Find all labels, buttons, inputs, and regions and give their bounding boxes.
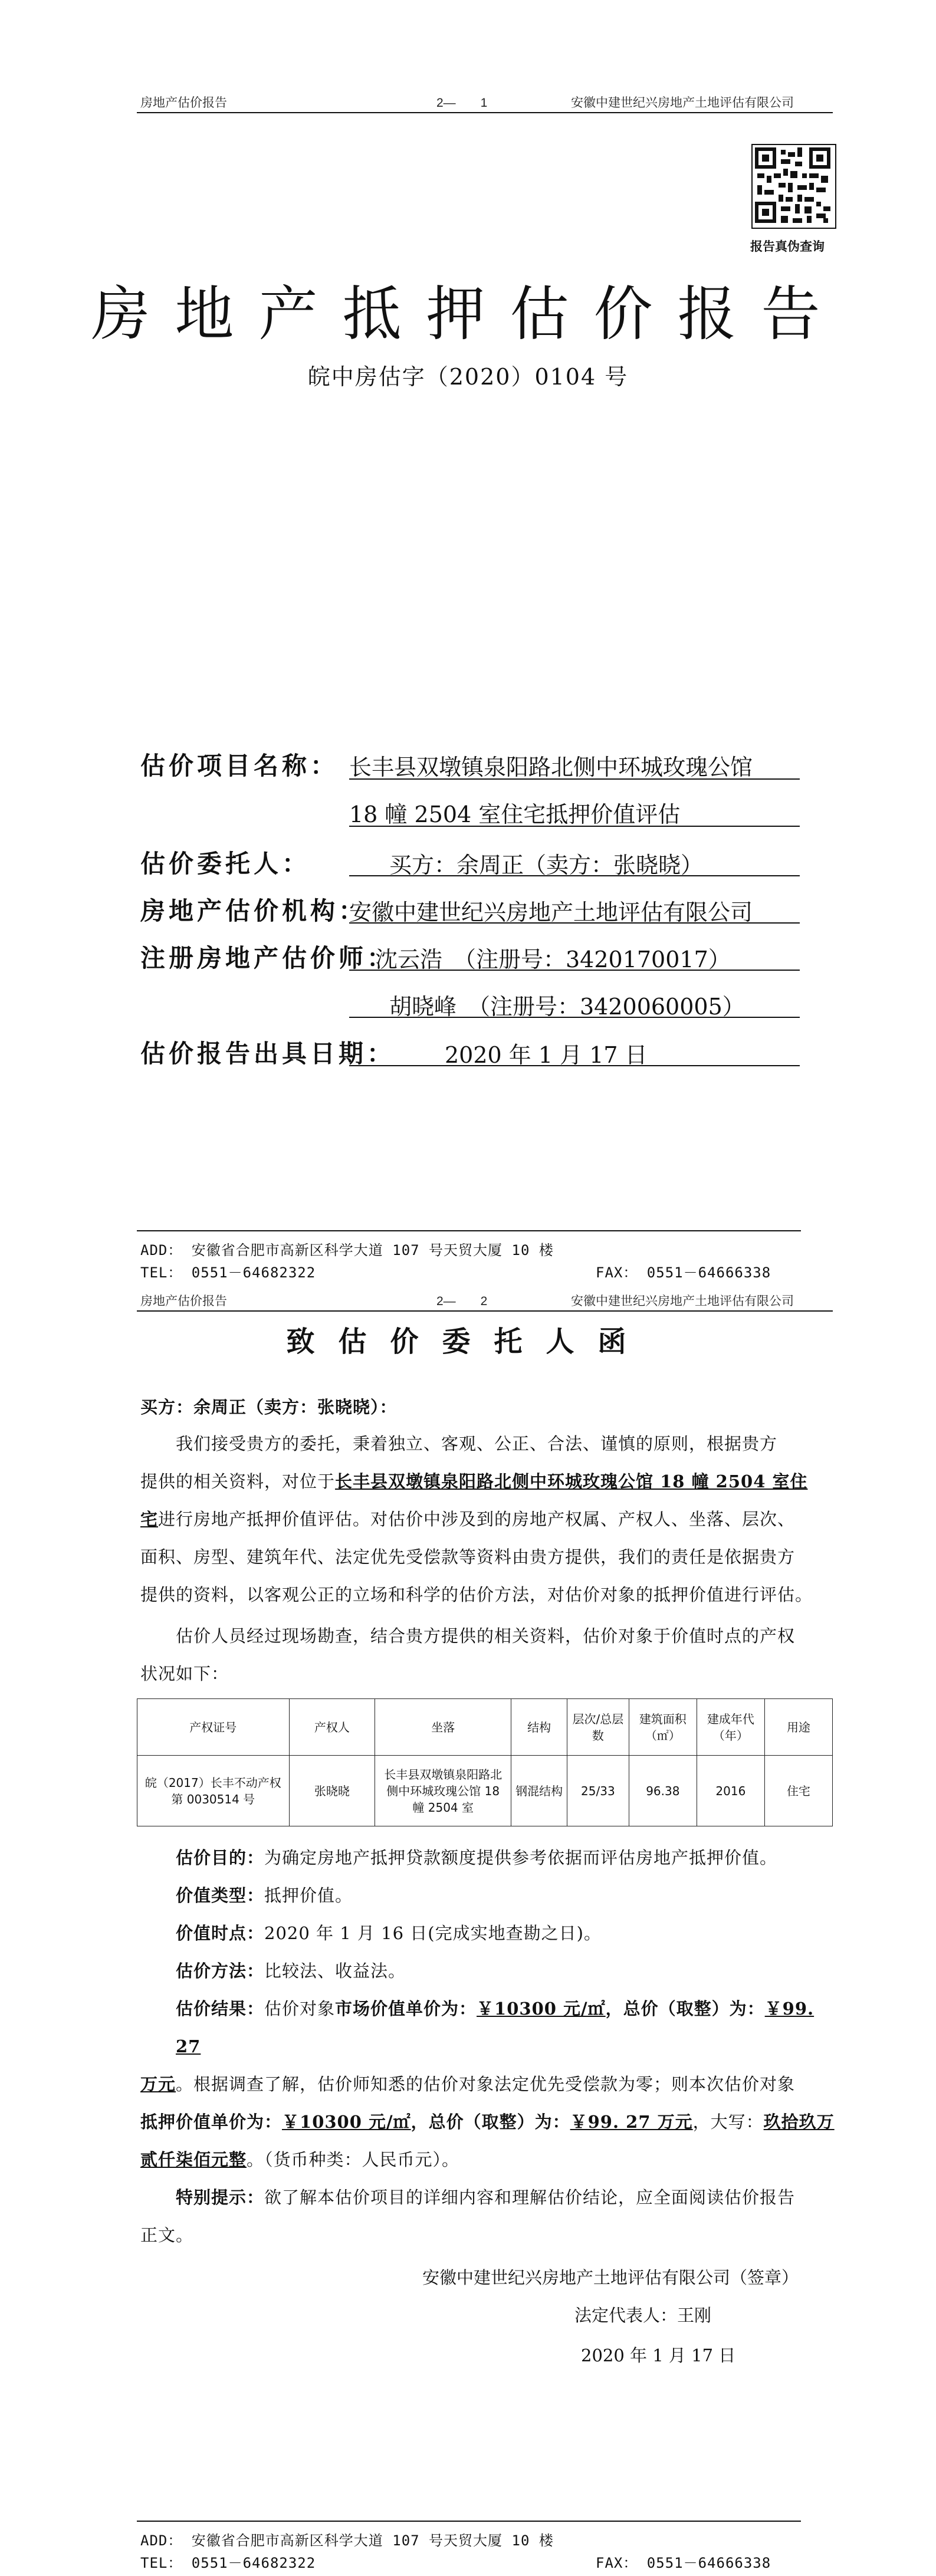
- table-cell: 长丰县双墩镇泉阳路北侧中环城玫瑰公馆 18 幢 2504 室: [375, 1756, 511, 1826]
- appraiser-underline-1: [349, 970, 800, 971]
- appraiser-label: 注册房地产估价师：: [140, 944, 396, 972]
- table-header: 产权人: [289, 1699, 375, 1756]
- footer-rule: [137, 2521, 801, 2522]
- running-header-page: 2— 1: [436, 96, 488, 110]
- result-market-unit-price: ￥10300 元/㎡: [477, 1999, 606, 2019]
- client-label: 估价委托人：: [140, 849, 311, 878]
- running-header-left: 房地产估价报告: [140, 1294, 227, 1308]
- report-number: 皖中房估字（2020）0104 号: [307, 364, 629, 390]
- result-mortgage-unit-price: ￥10300 元/㎡: [282, 2112, 411, 2132]
- table-row: [137, 1756, 833, 1826]
- footer-rule: [137, 1230, 801, 1231]
- agency-value: 安徽中建世纪兴房地产土地评估有限公司: [349, 899, 753, 925]
- result-label: 估价结果：: [176, 1999, 265, 2019]
- result-line-b: [140, 2065, 836, 2103]
- table-cell: 2016: [697, 1756, 764, 1826]
- special-line-a: [140, 2179, 836, 2216]
- project-underline-1: [349, 778, 800, 780]
- footer-fax: FAX： 0551－64666338: [596, 1264, 771, 1281]
- appraiser-2: 胡晓峰 （注册号：3420060005）: [389, 994, 745, 1020]
- header-rule: [137, 112, 833, 113]
- value-date-label: 价值时点：: [176, 1923, 265, 1943]
- header-rule: [137, 1310, 833, 1312]
- table-cell: 96.38: [629, 1756, 697, 1826]
- table-cell: 住宅: [764, 1756, 832, 1826]
- p1-b-text: 提供的相关资料，对位于: [140, 1471, 336, 1491]
- running-header-left: 房地产估价报告: [140, 96, 227, 110]
- qr-code-icon: [751, 144, 836, 229]
- letter-title: 致估价委托人函: [286, 1325, 650, 1358]
- issue-date-label: 估价报告出具日期：: [140, 1039, 396, 1068]
- valuation-details: [140, 1839, 836, 2254]
- appraiser-underline-2: [349, 1017, 800, 1018]
- result-market-total-b: 万元: [140, 2074, 176, 2094]
- result-c3: ，总价（取整）为：: [410, 2112, 570, 2132]
- table-header: 层次/总层数: [567, 1699, 629, 1756]
- result-c1: 抵押价值单价为：: [140, 2112, 283, 2132]
- signature-company: 安徽中建世纪兴房地产土地评估有限公司（签章）: [422, 2268, 799, 2288]
- value-type-line: [140, 1877, 836, 1914]
- value-date-value: 2020 年 1 月 16 日(完成实地查勘之日)。: [264, 1923, 602, 1943]
- result-d2: 。（货币种类：人民币元）。: [247, 2150, 460, 2170]
- purpose-label: 估价目的：: [176, 1848, 265, 1868]
- p2-line-a: 估价人员经过现场勘查，结合贵方提供的相关资料，估价对象于价值时点的产权: [176, 1626, 796, 1646]
- result-a2: 市场价值单价为：: [335, 1999, 477, 2019]
- table-header: 产权证号: [137, 1699, 290, 1756]
- signature-representative: 法定代表人：王刚: [574, 2305, 712, 2325]
- value-date-line: [140, 1914, 836, 1952]
- footer-fax: FAX： 0551－64666338: [596, 2555, 771, 2571]
- result-mortgage-total: ￥99. 27 万元: [570, 2112, 693, 2132]
- footer-address: ADD： 安徽省合肥市高新区科学大道 107 号天贸大厦 10 楼: [140, 1242, 554, 1259]
- table-cell: 25/33: [567, 1756, 629, 1826]
- table-header: 建成年代（年）: [697, 1699, 764, 1756]
- special-line-b: 正文。: [140, 2225, 194, 2245]
- qr-caption: 报告真伪查询: [750, 239, 825, 254]
- purpose-line: [140, 1839, 836, 1877]
- result-uppercase-b: 贰仟柒佰元整: [140, 2150, 247, 2170]
- result-line-d: [140, 2141, 836, 2179]
- result-uppercase-a: 玖拾玖万: [763, 2112, 835, 2132]
- special-label: 特别提示：: [176, 2187, 265, 2207]
- p1-c-address: 宅: [140, 1509, 159, 1529]
- project-underline-2: [349, 826, 800, 827]
- value-type-value: 抵押价值。: [264, 1885, 353, 1905]
- footer-address: ADD： 安徽省合肥市高新区科学大道 107 号天贸大厦 10 楼: [140, 2532, 554, 2549]
- table-header: 坐落: [375, 1699, 511, 1756]
- p1-c-text: 进行房地产抵押价值评估。对估价中涉及到的房地产权属、产权人、坐落、层次、: [158, 1509, 796, 1529]
- p1-line-a: 我们接受贵方的委托，秉着独立、客观、公正、合法、谨慎的原则，根据贵方: [176, 1434, 778, 1454]
- method-line: [140, 1952, 836, 1990]
- property-table: [137, 1698, 833, 1826]
- result-b2: 。根据调查了解，估价师知悉的估价对象法定优先受偿款为零；则本次估价对象: [176, 2074, 796, 2094]
- project-name-label: 估价项目名称：: [140, 751, 339, 780]
- issue-date-value: 2020 年 1 月 17 日: [445, 1042, 648, 1068]
- client-value: 买方：余周正（卖方：张晓晓）: [389, 852, 704, 878]
- table-header-row: [137, 1699, 833, 1756]
- value-type-label: 价值类型：: [176, 1885, 265, 1905]
- special-a: 欲了解本估价项目的详细内容和理解估价结论，应全面阅读估价报告: [264, 2187, 796, 2207]
- footer-tel: TEL： 0551－64682322: [140, 2555, 316, 2571]
- result-c5: ，大写：: [692, 2112, 764, 2132]
- running-header-right: 安徽中建世纪兴房地产土地评估有限公司: [571, 96, 794, 110]
- result-line-c: [140, 2103, 836, 2141]
- p2-line-b: 状况如下：: [140, 1664, 229, 1684]
- table-header: 用途: [764, 1699, 832, 1756]
- table-cell: 皖（2017）长丰不动产权第 0030514 号: [137, 1756, 290, 1826]
- result-a4: ，总价（取整）为：: [605, 1999, 765, 2019]
- client-underline: [349, 875, 800, 876]
- salutation: 买方：余周正（卖方：张晓晓）：: [140, 1397, 398, 1417]
- p1-line-c: [140, 1500, 836, 1538]
- appraiser-1: 沈云浩 （注册号：3420170017）: [375, 947, 731, 972]
- agency-label: 房地产估价机构：: [140, 896, 367, 925]
- running-header-right: 安徽中建世纪兴房地产土地评估有限公司: [571, 1294, 794, 1308]
- p1-line-e: 提供的资料，以客观公正的立场和科学的估价方法，对估价对象的抵押价值进行评估。: [140, 1585, 813, 1605]
- p1-b-address: 长丰县双墩镇泉阳路北侧中环城玫瑰公馆 18 幢 2504 室住: [335, 1471, 808, 1491]
- purpose-value: 为确定房地产抵押贷款额度提供参考依据而评估房地产抵押价值。: [264, 1848, 778, 1868]
- table-cell: 钢混结构: [511, 1756, 567, 1826]
- result-a1: 估价对象: [264, 1999, 336, 2019]
- footer-tel: TEL： 0551－64682322: [140, 1264, 316, 1281]
- signature-date: 2020 年 1 月 17 日: [581, 2345, 736, 2365]
- project-name-line2: 18 幢 2504 室住宅抵押价值评估: [349, 801, 681, 827]
- method-label: 估价方法：: [176, 1961, 265, 1981]
- table-cell: 张晓晓: [289, 1756, 375, 1826]
- project-name-line1: 长丰县双墩镇泉阳路北侧中环城玫瑰公馆: [349, 754, 753, 780]
- agency-underline: [349, 922, 800, 924]
- result-line-a: [140, 1990, 836, 2065]
- p1-line-b: [140, 1463, 836, 1500]
- table-header: 建筑面积（㎡）: [629, 1699, 697, 1756]
- running-header-page: 2— 2: [436, 1294, 488, 1308]
- method-value: 比较法、收益法。: [264, 1961, 406, 1981]
- issue-date-underline: [349, 1065, 800, 1066]
- paragraph-1: [140, 1425, 836, 1614]
- paragraph-2: [140, 1617, 836, 1693]
- report-title: 房地产抵押估价报告: [91, 280, 845, 349]
- result-market-total-a: ￥99. 27: [176, 1999, 815, 2056]
- p1-line-d: 面积、房型、建筑年代、法定优先受偿款等资料由贵方提供，我们的责任是依据贵方: [140, 1547, 796, 1567]
- table-header: 结构: [511, 1699, 567, 1756]
